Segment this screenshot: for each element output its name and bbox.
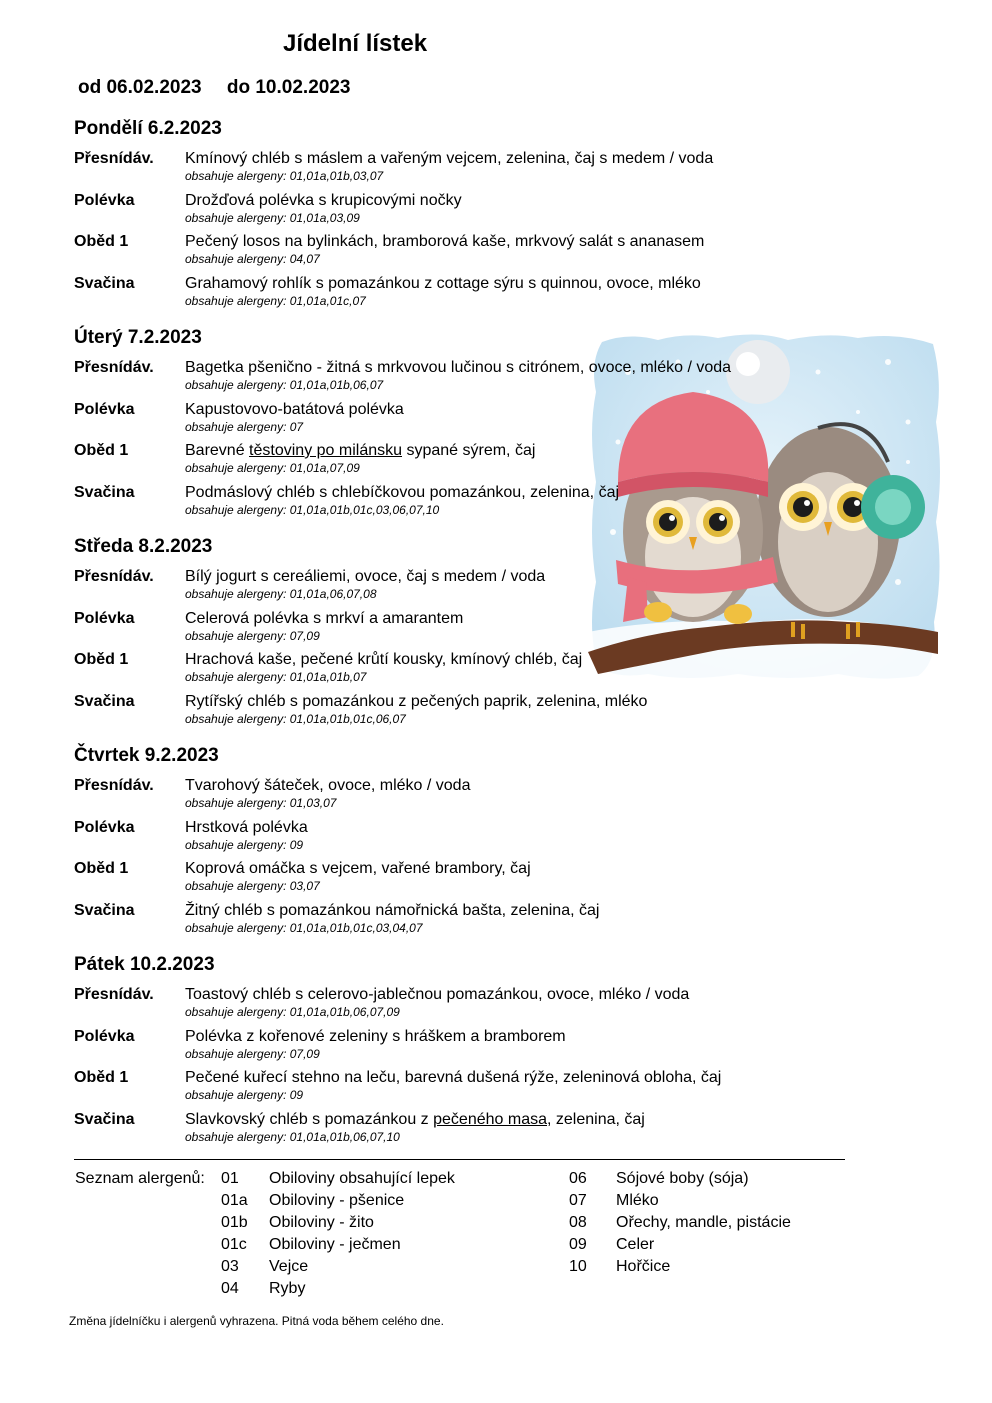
legend-name: Mléko [616, 1192, 659, 1209]
meal-allergens: obsahuje alergeny: 01,01a,07,09 [185, 461, 360, 475]
legend-code: 09 [569, 1236, 587, 1253]
legend-code: 08 [569, 1214, 587, 1231]
legend-name: Sójové boby (sója) [616, 1170, 749, 1187]
meal-row [74, 819, 774, 861]
meal-label: Polévka [74, 818, 135, 836]
meal-row [74, 860, 774, 902]
meal-allergens: obsahuje alergeny: 01,01a,01b,03,07 [185, 169, 384, 183]
day-friday [74, 954, 774, 1152]
meal-allergens: obsahuje alergeny: 01,01a,01b,01c,06,07 [185, 711, 406, 726]
meal-allergens: obsahuje alergeny: 04,07 [185, 252, 320, 266]
meal-row [74, 902, 774, 944]
meal-label: Přesnídáv. [74, 359, 154, 376]
meal-allergens: obsahuje alergeny: 01,01a,01b,01c,03,04,07 [185, 920, 423, 935]
day-thursday [74, 745, 774, 943]
meal-label: Polévka [74, 191, 135, 209]
legend-name: Obiloviny - ječmen [269, 1236, 401, 1253]
meal-row [74, 359, 774, 401]
meal-label: Přesnídáv. [74, 777, 154, 794]
date-to: do 10.02.2023 [226, 77, 351, 98]
meal-allergens: obsahuje alergeny: 01,01a,01c,07 [185, 293, 366, 308]
legend-name: Obiloviny obsahující lepek [269, 1170, 455, 1187]
legend-code: 04 [221, 1280, 239, 1297]
legend-code: 03 [221, 1258, 239, 1275]
day-tuesday [74, 327, 774, 525]
meal-text: Hrstková polévka [185, 818, 308, 836]
meal-label: Přesnídáv. [74, 986, 154, 1003]
meal-row [74, 651, 774, 693]
meal-label: Svačina [74, 274, 135, 292]
meal-label: Oběd 1 [74, 860, 129, 877]
meal-allergens: obsahuje alergeny: 03,07 [185, 879, 320, 893]
meal-row [74, 1111, 774, 1153]
page-title: Jídelní lístek [283, 30, 428, 57]
legend-name: Celer [616, 1236, 655, 1253]
meal-row [74, 1069, 774, 1111]
meal-text: Hrachová kaše, pečené krůtí kousky, kmínový chléb, čaj [185, 651, 583, 668]
meal-row [74, 401, 774, 443]
meal-text [185, 442, 535, 460]
meal-text: Kmínový chléb s máslem a vařeným vejcem, zelenina, čaj s medem / voda [185, 150, 714, 167]
meal-text: Tvarohový šáteček, ovoce, mléko / voda [185, 777, 471, 794]
legend-name: Vejce [269, 1258, 309, 1275]
meal-allergens: obsahuje alergeny: 01,01a,06,07,08 [185, 587, 377, 601]
meal-row [74, 568, 774, 610]
legend-code: 10 [569, 1258, 587, 1275]
legend-name: Ryby [269, 1280, 306, 1297]
meal-label: Polévka [74, 400, 135, 418]
legend-code: 01b [221, 1214, 248, 1231]
meal-text: Grahamový rohlík s pomazánkou z cottage sýru s quinnou, ovoce, mléko [185, 274, 701, 292]
meal-allergens: obsahuje alergeny: 01,01a,01b,06,07,09 [185, 1005, 400, 1019]
meal-label: Svačina [74, 692, 135, 710]
meal-text: Pečené kuřecí stehno na leču, barevná dušená rýže, zeleninová obloha, čaj [185, 1069, 722, 1086]
meal-label: Svačina [74, 483, 135, 501]
meal-allergens: obsahuje alergeny: 01,03,07 [185, 796, 337, 810]
day-monday [74, 118, 774, 316]
meal-label: Oběd 1 [74, 233, 129, 250]
meal-allergens: obsahuje alergeny: 01,01a,01b,01c,03,06,07,10 [185, 502, 440, 517]
legend-code: 01 [221, 1170, 239, 1187]
meal-label: Přesnídáv. [74, 568, 154, 585]
meal-allergens: obsahuje alergeny: 09 [185, 1088, 304, 1102]
meal-text: Kapustovovo-batátová polévka [185, 400, 404, 418]
meal-text [185, 1111, 645, 1129]
meal-row [74, 192, 774, 234]
meal-label: Svačina [74, 1110, 135, 1128]
legend-name: Hořčice [616, 1258, 671, 1275]
meal-text-part: Slavkovský chléb s pomazánkou z [185, 1110, 434, 1128]
meal-allergens: obsahuje alergeny: 01,01a,01b,06,07 [185, 378, 384, 392]
meal-label: Oběd 1 [74, 442, 129, 459]
meal-allergens: obsahuje alergeny: 01,01a,01b,07 [185, 670, 367, 684]
meal-label: Přesnídáv. [74, 150, 154, 167]
meal-text: Polévka z kořenové zeleniny s hráškem a bramborem [185, 1027, 566, 1045]
day-title: Pondělí 6.2.2023 [74, 118, 222, 139]
meal-text: Podmáslový chléb s chlebíčkovou pomazánkou, zelenina, čaj [185, 483, 620, 501]
legend-name: Obiloviny - žito [269, 1214, 374, 1231]
legend-code: 06 [569, 1170, 587, 1187]
meal-row [74, 986, 774, 1028]
meal-text: Toastový chléb s celerovo-jablečnou pomazánkou, ovoce, mléko / voda [185, 986, 690, 1003]
meal-text: Žitný chléb s pomazánkou námořnická bašta, zelenina, čaj [185, 901, 600, 919]
meal-label: Oběd 1 [74, 651, 129, 668]
meal-allergens: obsahuje alergeny: 01,01a,03,09 [185, 210, 360, 225]
meal-text-underlined: pečeného masa, [433, 1110, 552, 1128]
meal-row [74, 484, 774, 526]
meal-text-underlined: těstoviny po milánsku [249, 442, 403, 459]
legend-name: Obiloviny - pšenice [269, 1192, 405, 1209]
meal-allergens: obsahuje alergeny: 01,01a,01b,06,07,10 [185, 1129, 400, 1144]
meal-allergens: obsahuje alergeny: 07 [185, 419, 304, 434]
meal-row [74, 1028, 774, 1070]
meal-row [74, 777, 774, 819]
meal-text: Pečený losos na bylinkách, bramborová kaše, mrkvový salát s ananasem [185, 233, 705, 250]
meal-row [74, 693, 774, 735]
meal-label: Polévka [74, 609, 135, 627]
legend-code: 01a [221, 1192, 248, 1209]
legend-code: 01c [221, 1236, 247, 1253]
meal-row [74, 233, 774, 275]
meal-label: Polévka [74, 1027, 135, 1045]
meal-allergens: obsahuje alergeny: 07,09 [185, 628, 320, 643]
legend-title: Seznam alergenů: [75, 1170, 205, 1187]
date-range [78, 77, 370, 99]
legend-name: Ořechy, mandle, pistácie [616, 1214, 791, 1231]
meal-text-part: sypané sýrem, čaj [402, 442, 536, 459]
meal-text: Bagetka pšenično - žitná s mrkvovou lučinou s citrónem, ovoce, mléko / voda [185, 359, 732, 376]
meal-allergens: obsahuje alergeny: 07,09 [185, 1046, 320, 1061]
day-wednesday [74, 536, 774, 734]
meal-text: Rytířský chléb s pomazánkou z pečených paprik, zelenina, mléko [185, 692, 648, 710]
footer-note: Změna jídelníčku i alergenů vyhrazena. Pitná voda během celého dne. [69, 1314, 444, 1328]
meal-text: Koprová omáčka s vejcem, vařené brambory, čaj [185, 860, 531, 877]
meal-row [74, 610, 774, 652]
meal-text: Bílý jogurt s cereáliemi, ovoce, čaj s medem / voda [185, 568, 546, 585]
day-title: Čtvrtek 9.2.2023 [74, 745, 219, 766]
legend-code: 07 [569, 1192, 587, 1209]
meal-text-part: Barevné [185, 442, 250, 459]
day-title: Úterý 7.2.2023 [74, 327, 202, 348]
day-title: Pátek 10.2.2023 [74, 954, 215, 975]
meal-row [74, 275, 774, 317]
date-from: od 06.02.2023 [78, 77, 202, 98]
meal-row [74, 150, 774, 192]
meal-label: Oběd 1 [74, 1069, 129, 1086]
day-title: Středa 8.2.2023 [74, 536, 213, 557]
meal-text: Drožďová polévka s krupicovými nočky [185, 191, 462, 209]
meal-text-part: zelenina, čaj [551, 1110, 645, 1128]
meal-row [74, 442, 774, 484]
meal-label: Svačina [74, 901, 135, 919]
meal-text: Celerová polévka s mrkví a amarantem [185, 609, 464, 627]
legend-divider [74, 1159, 845, 1160]
meal-allergens: obsahuje alergeny: 09 [185, 837, 304, 852]
